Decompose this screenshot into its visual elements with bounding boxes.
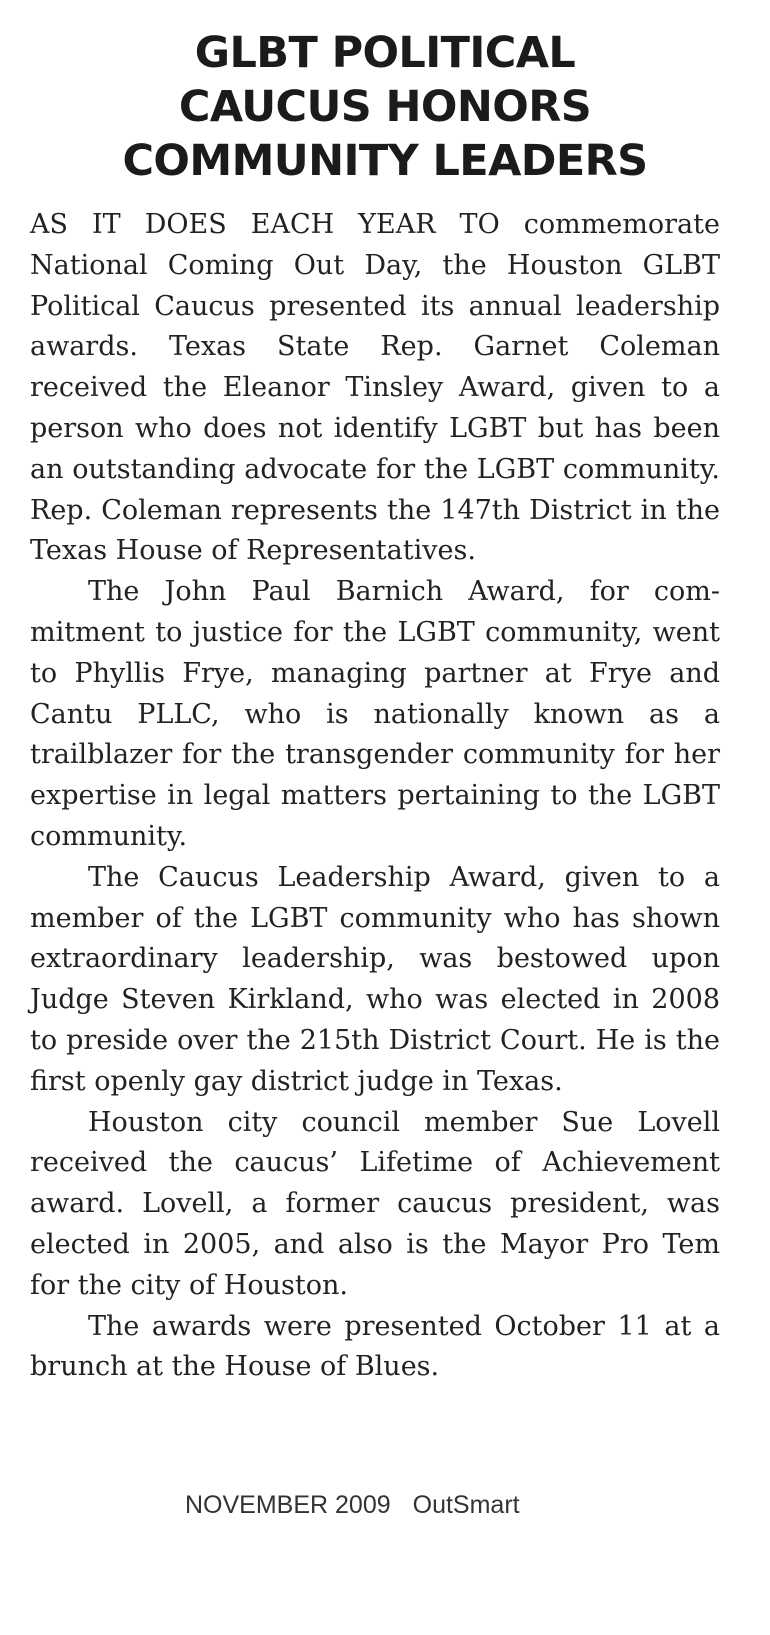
paragraph-1-text: commemorate National Coming Out Day, the Houston GLBT Political Caucus presented its annual leadership awards. Texas State Rep. Garnet Coleman received the Eleanor Tinsley Award, given to a person who does not identify LGBT but has been an outstanding advocate for the LGBT community. Rep. Coleman represents the 147th District in the Texas House of Representatives. bbox=[30, 209, 720, 567]
article-paragraph-2: The John Paul Barnich Award, for commitment to justice for the LGBT community, went to Phyllis Frye, managing partner at Frye and Cantu PLLC, who is nationally known as a trailblazer for the transgender community for her expertise in legal matters pertaining to the LGBT community. bbox=[30, 576, 720, 852]
article-body bbox=[30, 205, 720, 1388]
page-footer bbox=[185, 1490, 520, 1520]
headline-line-1: GLBT POLITICAL bbox=[194, 28, 576, 78]
footer-date: NOVEMBER 2009 bbox=[185, 1491, 391, 1519]
article-headline bbox=[0, 26, 770, 188]
article-paragraph-5: The awards were presented October 11 at a brunch at the House of Blues. bbox=[30, 1310, 720, 1383]
headline-line-3: COMMUNITY LEADERS bbox=[122, 136, 648, 186]
headline-line-2: CAUCUS HONORS bbox=[178, 82, 592, 132]
footer-magazine-name: OutSmart bbox=[412, 1491, 520, 1519]
lead-in-caps: AS IT DOES EACH YEAR TO bbox=[30, 209, 500, 240]
article-paragraph-1 bbox=[30, 205, 720, 572]
article-paragraph-3: The Caucus Leadership Award, given to a member of the LGBT community who has shown extraordinary leadership, was bestowed upon Judge Steven Kirkland, who was elected in 2008 to preside over the 215th District Court. He is the first openly gay district judge in Texas. bbox=[30, 861, 720, 1097]
article-paragraph-4: Houston city council member Sue Lovell received the caucus’ Lifetime of Achievement award. Lovell, a former caucus president, was elected in 2005, and also is the Mayor Pro Tem for the city of Houston. bbox=[30, 1106, 720, 1301]
